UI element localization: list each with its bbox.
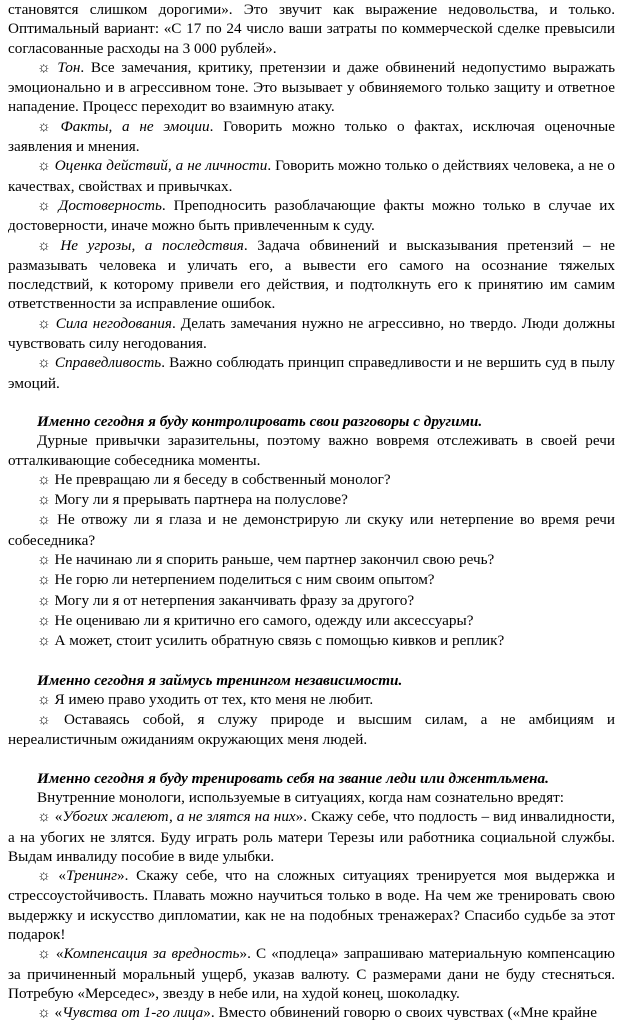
list-item: ☼ А может, стоит усилить обратную связь с помощью кивков и реплик? (37, 632, 505, 650)
rule-text: . Задача обвинений и высказывания претензий – не размазывать человека и уличать его, а вывести его самого на осознание тяжелых последствий, к которому привели его действия, и подтолкнуть его к принятию им самим ответственности за исправление ошибок. (8, 236, 615, 313)
rule-item (8, 236, 615, 314)
rule-title: Справедливость (54, 354, 162, 372)
rule-title: Оценка действий, а не личности (54, 157, 268, 175)
list-item: ☼ Могу ли я прерывать партнера на полуслове? (37, 491, 348, 509)
sun-bullet-icon: ☼ (37, 572, 51, 589)
list-item: ☼ «Тренинг». Скажу себе, что на сложных ситуациях тренируется моя выдержка и стрессоустойчивость. Плавать можно научиться только в воде. На чем же тренировать свою выдержку и искусство дипломатии, как не на подобных тренажерах? Спасибо судьбе за этот подарок! (8, 867, 615, 944)
sun-bullet-icon: ☼ (37, 59, 51, 76)
section-intro: Дурные привычки заразительны, поэтому важно вовремя отслеживать в своей речи отталкивающие собеседника моменты. (8, 432, 615, 469)
rule-item (8, 314, 615, 354)
rule-title: Тон (57, 58, 81, 76)
rule-title: Достоверность (58, 196, 162, 214)
list-item: ☼ Могу ли я от нетерпения заканчивать фразу за другого? (37, 591, 415, 609)
rule-item (8, 117, 615, 157)
list-item: ☼ Не оцениваю ли я критично его самого, одежду или аксессуары? (37, 611, 474, 629)
rule-text: . Делать замечания нужно не агрессивно, но твердо. Люди должны чувствовать силу негодования. (8, 314, 615, 353)
list-item: ☼ Не отвожу ли я глаза и не демонстрирую ли скуку или нетерпение во время речи собеседника? (8, 511, 615, 549)
sun-bullet-icon: ☼ (37, 592, 51, 609)
spacer (8, 750, 615, 769)
rule-title: Не угрозы, а последствия (60, 236, 244, 254)
section-intro: Внутренние монологи, используемые в ситуациях, когда нам сознательно вредят: (37, 788, 564, 806)
list-item: ☼ «Убогих жалеют, а не злятся на них». Скажу себе, что подлость – вид инвалидности, а на убогих не злятся. Буду играть роль матери Терезы или работника социальной службы. Выдам инвалиду пособие в виде улыбки. (8, 808, 616, 865)
rule-text: . Преподносить разоблачающие факты можно только в случае их достоверности, иначе можно быть привлеченным к суду. (8, 196, 616, 235)
rule-item (8, 196, 615, 236)
sun-bullet-icon: ☼ (37, 552, 51, 569)
rule-item (8, 353, 615, 393)
sun-bullet-icon: ☼ (37, 809, 51, 826)
list-item: ☼ «Чувства от 1-го лица». Вместо обвинений говорю о своих чувствах («Мне крайне (37, 1004, 598, 1022)
sun-bullet-icon: ☼ (37, 237, 51, 254)
section-heading: Именно сегодня я займусь тренингом независимости. (37, 671, 403, 689)
rule-item (8, 156, 615, 196)
sun-bullet-icon: ☼ (37, 492, 51, 509)
sun-bullet-icon: ☼ (37, 633, 51, 650)
intro-paragraph: становятся слишком дорогими». Это звучит как выражение недовольства, и только. Оптимальный вариант: «С 17 по 24 число ваши затраты по коммерческой сделке превысили согласованные расходы на 3 000 рублей». (8, 1, 615, 57)
spacer (8, 652, 615, 671)
sun-bullet-icon: ☼ (37, 197, 51, 214)
rule-title: Факты, а не эмоции (60, 117, 210, 135)
rule-text: . Говорить можно только о действиях человека, а не о качествах, свойствах и привычках. (8, 157, 615, 195)
list-item: ☼ «Компенсация за вредность». С «подлеца» запрашиваю материальную компенсацию за причиненный моральный ущерб, указав валюту. С размерами дани не буду стесняться. Потребую «Мерседес», звезду в небе или, на худой конец, шоколадку. (8, 945, 616, 1002)
section-heading: Именно сегодня я буду тренировать себя на звание леди или джентльмена. (37, 769, 549, 787)
sun-bullet-icon: ☼ (37, 946, 51, 963)
list-item: ☼ Не превращаю ли я беседу в собственный монолог? (37, 470, 391, 488)
sun-bullet-icon: ☼ (37, 612, 51, 629)
sun-bullet-icon: ☼ (37, 868, 51, 885)
sun-bullet-icon: ☼ (37, 691, 51, 708)
sun-bullet-icon: ☼ (37, 158, 51, 175)
list-item: ☼ Я имею право уходить от тех, кто меня не любит. (37, 690, 374, 708)
sun-bullet-icon: ☼ (37, 471, 51, 488)
sun-bullet-icon: ☼ (37, 712, 51, 729)
sun-bullet-icon: ☼ (37, 315, 51, 332)
rule-title: Сила негодования (55, 314, 172, 332)
spacer (8, 393, 615, 412)
sun-bullet-icon: ☼ (37, 118, 51, 135)
list-item: ☼ Оставаясь собой, я служу природе и высшим силам, а не амбициям и нереалистичным ожиданиям окружающих меня людей. (8, 711, 616, 749)
rule-text: . Важно соблюдать принцип справедливости и не вершить суд в пылу эмоций. (8, 354, 615, 392)
rule-item (8, 58, 615, 117)
rule-text: . Все замечания, критику, претензии и даже обвинений недопустимо выражать эмоционально и в агрессивном тоне. Это вызывает у обвиняемого только защиту и ответное нападение. Процесс переходит во взаимную атаку. (8, 58, 615, 116)
section-heading: Именно сегодня я буду контролировать свои разговоры с другими. (37, 412, 483, 430)
sun-bullet-icon: ☼ (37, 512, 51, 529)
sun-bullet-icon: ☼ (37, 355, 51, 372)
list-item: ☼ Не горю ли нетерпением поделиться с ним своим опытом? (37, 571, 435, 589)
list-item: ☼ Не начинаю ли я спорить раньше, чем партнер закончил свою речь? (37, 551, 495, 569)
rule-text: . Говорить можно только о фактах, исключая оценочные заявления и мнения. (8, 117, 615, 156)
sun-bullet-icon: ☼ (37, 1005, 51, 1022)
